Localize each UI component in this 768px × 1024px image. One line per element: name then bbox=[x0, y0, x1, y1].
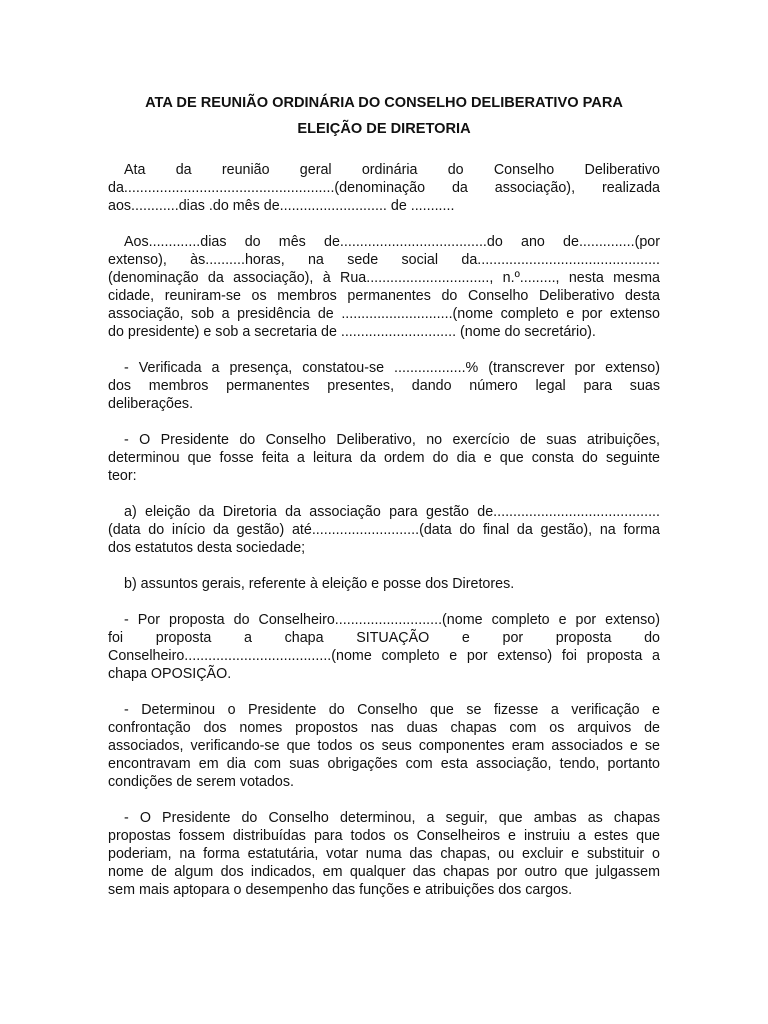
paragraph-line: (data do início da gestão) até...........................(data do final da gestão), na forma bbox=[108, 522, 660, 538]
paragraph-line: (denominação da associação), à Rua..............................., n.º........., nesta mesma bbox=[108, 270, 660, 286]
paragraph bbox=[108, 611, 660, 683]
paragraph bbox=[108, 431, 660, 485]
paragraph-line: - Por proposta do Conselheiro...........................(nome completo e por extenso) bbox=[124, 612, 660, 628]
paragraph-line: teor: bbox=[108, 468, 137, 484]
paragraph-line: - O Presidente do Conselho Deliberativo, no exercício de suas atribuições, bbox=[124, 432, 660, 448]
paragraph bbox=[108, 233, 660, 341]
paragraph bbox=[108, 359, 660, 413]
paragraph-line: encontravam em dia com suas obrigações com esta associação, tendo, portanto bbox=[108, 756, 660, 772]
paragraph-line: associação, sob a presidência de ............................(nome completo e por extenso bbox=[108, 306, 660, 322]
paragraph-line: confrontação dos nomes propostos nas duas chapas com os arquivos de bbox=[108, 720, 660, 736]
paragraph-line: Ata da reunião geral ordinária do Conselho Deliberativo bbox=[124, 162, 660, 178]
document-title bbox=[108, 90, 660, 142]
paragraph-line: determinou que fosse feita a leitura da ordem do dia e que consta do seguinte bbox=[108, 450, 660, 466]
paragraph-line: poderiam, na forma estatutária, votar numa das chapas, ou excluir e substituir o bbox=[108, 846, 660, 862]
paragraph-line: do presidente) e sob a secretaria de ............................. (nome do secretário). bbox=[108, 324, 596, 340]
paragraph-line: deliberações. bbox=[108, 396, 194, 412]
paragraph-line: sem mais aptopara o desempenho das funções e atribuições dos cargos. bbox=[108, 882, 573, 898]
paragraph bbox=[108, 575, 660, 593]
paragraph-line: extenso), às..........horas, na sede social da.............................................. bbox=[108, 252, 660, 268]
paragraph-line: associados, verificando-se que todos os seus componentes eram associados e se bbox=[108, 738, 660, 754]
paragraph bbox=[108, 701, 660, 791]
paragraph-line: foi proposta a chapa SITUAÇÃO e por proposta do bbox=[108, 630, 660, 646]
title-line-2: ELEIÇÃO DE DIRETORIA bbox=[297, 121, 471, 137]
paragraph-line: propostas fossem distribuídas para todos os Conselheiros e instruiu a estes que bbox=[108, 828, 660, 844]
paragraph bbox=[108, 503, 660, 557]
paragraph-line: Aos.............dias do mês de.....................................do ano de..............(por bbox=[124, 234, 660, 250]
paragraph-line: dos membros permanentes presentes, dando número legal para suas bbox=[108, 378, 660, 394]
paragraph-line: aos............dias .do mês de........................... de ........... bbox=[108, 198, 455, 214]
paragraph-line: b) assuntos gerais, referente à eleição e posse dos Diretores. bbox=[124, 576, 515, 592]
paragraph-line: - Verificada a presença, constatou-se ..................% (transcrever por extenso) bbox=[124, 360, 660, 376]
document-page bbox=[108, 90, 660, 917]
paragraph-line: condições de serem votados. bbox=[108, 774, 294, 790]
paragraph-line: dos estatutos desta sociedade; bbox=[108, 540, 306, 556]
paragraph-line: nome de algum dos indicados, em qualquer das chapas por outro que julgassem bbox=[108, 864, 660, 880]
paragraph-line: cidade, reuniram-se os membros permanentes do Conselho Deliberativo desta bbox=[108, 288, 660, 304]
paragraph-line: Conselheiro.....................................(nome completo e por extenso) foi proposta a bbox=[108, 648, 660, 664]
paragraph-line: - Determinou o Presidente do Conselho que se fizesse a verificação e bbox=[124, 702, 660, 718]
paragraph-line: a) eleição da Diretoria da associação para gestão de.......................................... bbox=[124, 504, 660, 520]
paragraph bbox=[108, 809, 660, 899]
title-line-1: ATA DE REUNIÃO ORDINÁRIA DO CONSELHO DELIBERATIVO PARA bbox=[145, 95, 623, 111]
paragraph-line: chapa OPOSIÇÃO. bbox=[108, 666, 232, 682]
document-body bbox=[108, 161, 660, 899]
paragraph-line: da.....................................................(denominação da associação), realizada bbox=[108, 180, 660, 196]
paragraph-line: - O Presidente do Conselho determinou, a seguir, que ambas as chapas bbox=[124, 810, 660, 826]
paragraph bbox=[108, 161, 660, 215]
